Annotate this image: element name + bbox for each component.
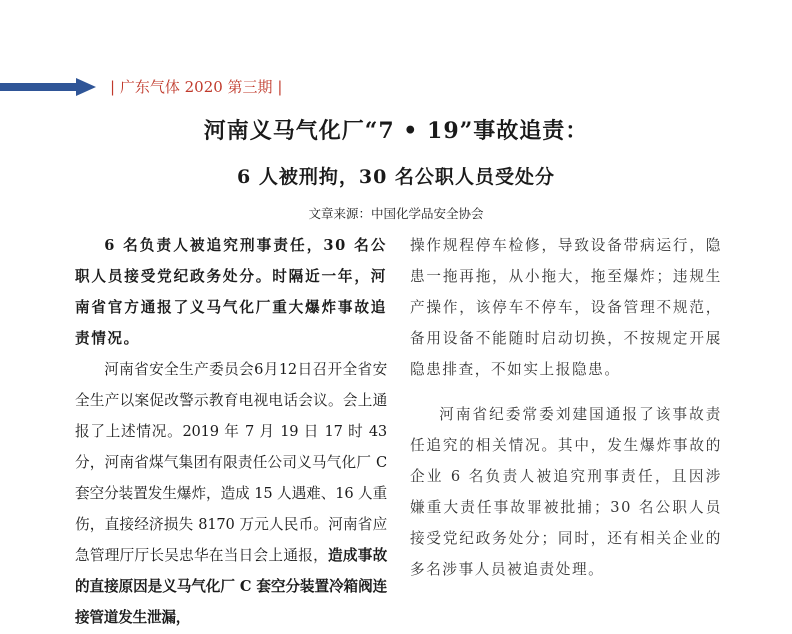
paragraph-text: 河南省安全生产委员会6月12日召开全省安全生产以案促改警示教育电视电话会议。会上通报了上述情况。2019 年 7 月 19 日 17 时 43 分，河南省煤气集团有限责任公司义马气化厂 C 套空分装置发生爆炸，造成 15 人遇难、16 人重伤，直接经济损失 8170 万元人民币。河南省应急管理厅厅长吴忠华在当日会上通报， <box>75 361 387 564</box>
arrow-right-icon <box>0 78 100 96</box>
paragraph: 操作规程停车检修，导致设备带病运行，隐患一拖再拖，从小拖大，拖至爆炸；违规生产操作，该停车不停车，设备管理不规范，备用设备不能随时启动切换，不按规定开展隐患排查，不如实上报隐患。 <box>410 237 722 378</box>
publication-label: | 广东气体 2020 第三期 | <box>110 78 283 96</box>
publication-header <box>0 78 330 96</box>
paragraph-bold-text: 造成事故的直接原因是义马气化厂 C 套空分装置冷箱阀连接管道发生泄漏， <box>75 547 388 626</box>
article-title: 河南义马气化厂“7 • 19”事故追责： <box>203 118 589 144</box>
article-source: 文章来源：中国化学品安全协会 <box>308 206 484 221</box>
publication-name: 广东气体 2020 第三期 <box>119 78 273 96</box>
left-column <box>75 230 387 633</box>
paragraph: 6 名负责人被追究刑事责任，30 名公职人员接受党纪政务处分。时隔近一年，河南省官方通报了义马气化厂重大爆炸事故追责情况。 <box>75 237 387 347</box>
article-subtitle: 6 人被刑拘，30 名公职人员受处分 <box>237 166 555 188</box>
paragraph <box>75 354 387 633</box>
right-column <box>410 230 722 585</box>
paragraph: 河南省纪委常委刘建国通报了该事故责任追究的相关情况。其中，发生爆炸事故的企业 6 名负责人被追究刑事责任，且因涉嫌重大责任事故罪被批捕；30 名公职人员接受党纪政务处分；同时，还有相关企业的多名涉事人员被追责处理。 <box>410 406 722 578</box>
